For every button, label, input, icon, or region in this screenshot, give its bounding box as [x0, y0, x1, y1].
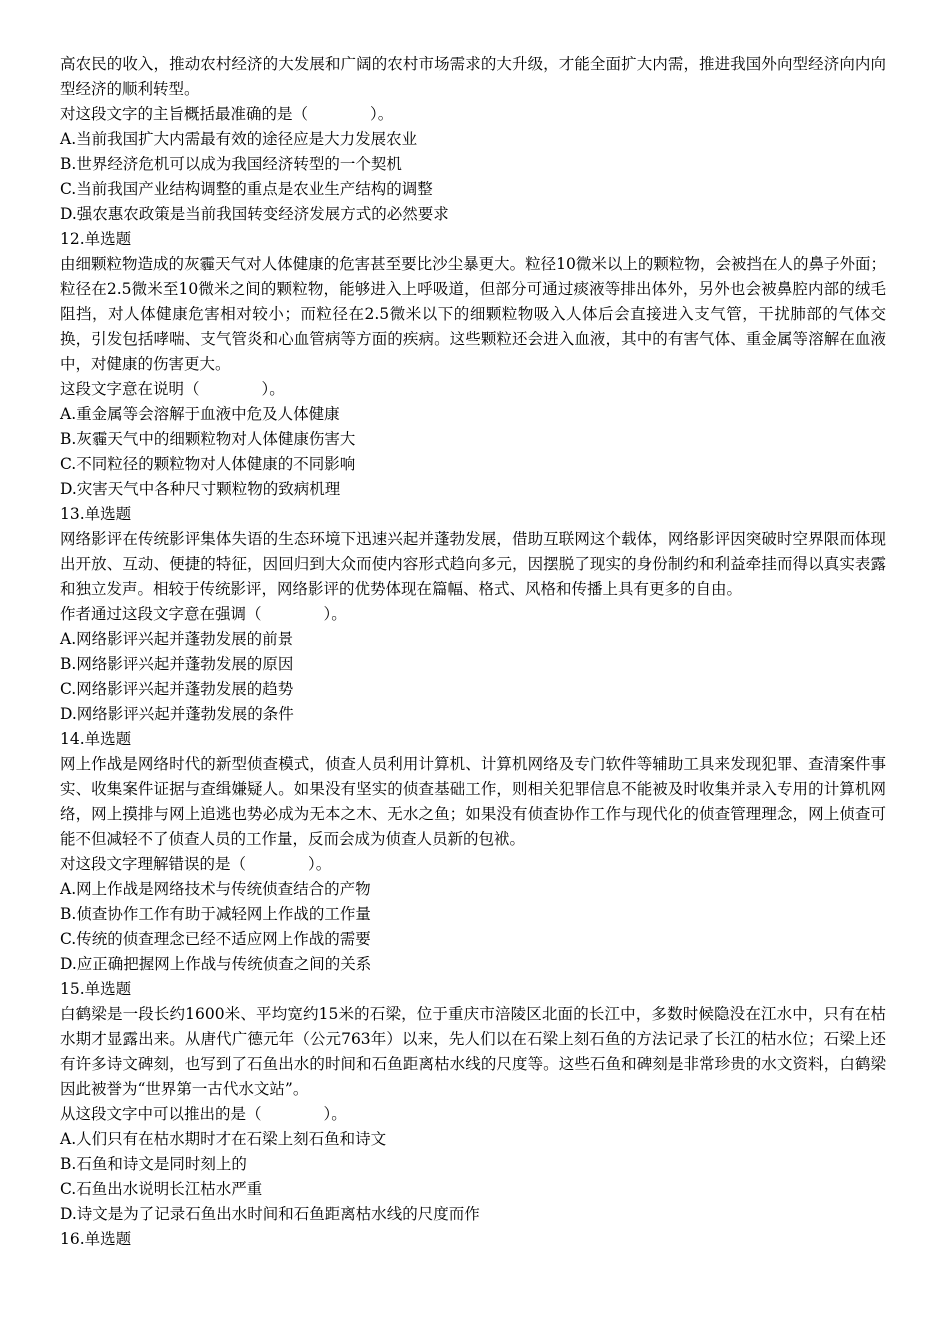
document-page: [60, 52, 886, 1252]
option-d: D.网络影评兴起并蓬勃发展的条件: [60, 705, 294, 723]
question-stem: 从这段文字中可以推出的是（ ）。: [60, 1105, 347, 1123]
question-15: [60, 977, 886, 1227]
option-a: A.重金属等会溶解于血液中危及人体健康: [60, 405, 340, 423]
question-12: [60, 227, 886, 502]
question-14: [60, 727, 886, 977]
option-d: D.应正确把握网上作战与传统侦查之间的关系: [60, 955, 372, 973]
question-header: 12.单选题: [60, 230, 132, 248]
question-passage: 网络影评在传统影评集体失语的生态环境下迅速兴起并蓬勃发展，借助互联网这个载体，网络影评因突破时空界限而体现出开放、互动、便捷的特征，因回归到大众而使内容形式趋向多元，因摆脱了现实的身份制约和利益牵挂而得以真实表露和独立发声。相较于传统影评，网络影评的优势体现在篇幅、格式、风格和传播上具有更多的自由。: [60, 530, 886, 598]
intro-option-a: A.当前我国扩大内需最有效的途径应是大力发展农业: [60, 130, 418, 148]
option-b: B.灰霾天气中的细颗粒物对人体健康伤害大: [60, 430, 356, 448]
option-c: C.网络影评兴起并蓬勃发展的趋势: [60, 680, 294, 698]
option-d: D.诗文是为了记录石鱼出水时间和石鱼距离枯水线的尺度而作: [60, 1205, 480, 1223]
option-a: A.人们只有在枯水期时才在石梁上刻石鱼和诗文: [60, 1130, 387, 1148]
option-a: A.网上作战是网络技术与传统侦查结合的产物: [60, 880, 371, 898]
intro-option-d: D.强农惠农政策是当前我国转变经济发展方式的必然要求: [60, 205, 449, 223]
question-stem: 对这段文字理解错误的是（ ）。: [60, 855, 332, 873]
option-a: A.网络影评兴起并蓬勃发展的前景: [60, 630, 294, 648]
intro-passage: 高农民的收入，推动农村经济的大发展和广阔的农村市场需求的大升级，才能全面扩大内需，推进我国外向型经济向内向型经济的顺利转型。: [60, 55, 886, 98]
question-passage: 网上作战是网络时代的新型侦查模式，侦查人员利用计算机、计算机网络及专门软件等辅助工具来发现犯罪、查清案件事实、收集案件证据与查缉嫌疑人。如果没有坚实的侦查基础工作，则相关犯罪信息不能被及时收集并录入专用的计算机网络，网上摸排与网上追逃也势必成为无本之木、无水之鱼；如果没有侦查协作工作与现代化的侦查管理理念，网上侦查可能不但减轻不了侦查人员的工作量，反而会成为侦查人员新的包袱。: [60, 755, 886, 848]
question-stem: 作者通过这段文字意在强调（ ）。: [60, 605, 347, 623]
question-header: 13.单选题: [60, 505, 132, 523]
question-16-header: 16.单选题: [60, 1230, 132, 1248]
intro-block: [60, 52, 886, 227]
option-c: C.传统的侦查理念已经不适应网上作战的需要: [60, 930, 371, 948]
question-header: 14.单选题: [60, 730, 132, 748]
option-b: B.侦查协作工作有助于减轻网上作战的工作量: [60, 905, 371, 923]
question-stem: 这段文字意在说明（ ）。: [60, 380, 285, 398]
question-header: 15.单选题: [60, 980, 132, 998]
option-b: B.网络影评兴起并蓬勃发展的原因: [60, 655, 294, 673]
option-b: B.石鱼和诗文是同时刻上的: [60, 1155, 247, 1173]
intro-option-b: B.世界经济危机可以成为我国经济转型的一个契机: [60, 155, 402, 173]
option-c: C.不同粒径的颗粒物对人体健康的不同影响: [60, 455, 356, 473]
option-d: D.灾害天气中各种尺寸颗粒物的致病机理: [60, 480, 341, 498]
question-passage: 由细颗粒物造成的灰霾天气对人体健康的危害甚至要比沙尘暴更大。粒径10微米以上的颗粒物，会被挡在人的鼻子外面；粒径在2.5微米至10微米之间的颗粒物，能够进入上呼吸道，但部分可通过痰液等排出体外，另外也会被鼻腔内部的绒毛阻挡，对人体健康危害相对较小；而粒径在2.5微米以下的细颗粒物吸入人体后会直接进入支气管，干扰肺部的气体交换，引发包括哮喘、支气管炎和心血管病等方面的疾病。这些颗粒还会进入血液，其中的有害气体、重金属等溶解在血液中，对健康的伤害更大。: [60, 255, 886, 373]
question-13: [60, 502, 886, 727]
intro-option-c: C.当前我国产业结构调整的重点是农业生产结构的调整: [60, 180, 433, 198]
question-passage: 白鹤梁是一段长约1600米、平均宽约15米的石梁，位于重庆市涪陵区北面的长江中，多数时候隐没在江水中，只有在枯水期才显露出来。从唐代广德元年（公元763年）以来，先人们以在石梁上刻石鱼的方法记录了长江的枯水位；石梁上还有许多诗文碑刻，也写到了石鱼出水的时间和石鱼距离枯水线的尺度等。这些石鱼和碑刻是非常珍贵的水文资料，白鹤梁因此被誉为“世界第一古代水文站”。: [60, 1005, 886, 1098]
option-c: C.石鱼出水说明长江枯水严重: [60, 1180, 263, 1198]
intro-stem: 对这段文字的主旨概括最准确的是（ ）。: [60, 105, 394, 123]
